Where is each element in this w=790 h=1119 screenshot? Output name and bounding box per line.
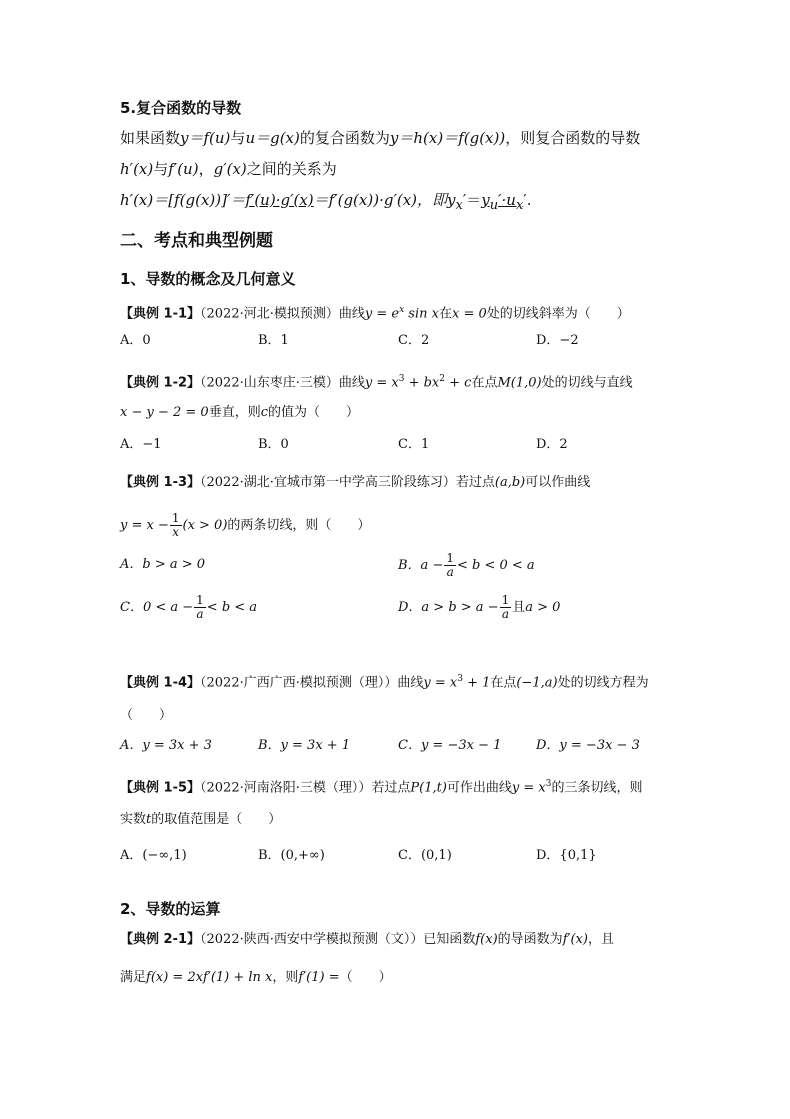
math: y = x − xyxy=(120,518,169,533)
text: 与 xyxy=(230,129,246,147)
math: y = x xyxy=(423,675,458,691)
option-text: a > 0 xyxy=(525,600,561,615)
example-2-1-stem xyxy=(120,931,614,949)
example-1-4-stem xyxy=(120,670,649,692)
intro-paragraph-line2 xyxy=(120,160,337,178)
example-1-5-stem-line2 xyxy=(120,811,281,829)
math-sup: 3 xyxy=(545,779,552,789)
fraction-numerator: 1 xyxy=(501,593,510,607)
math: g′(x) xyxy=(213,160,247,178)
text: 垂直，则 xyxy=(208,405,261,420)
example-1-3-option-d[interactable] xyxy=(398,594,560,621)
fraction-denominator: x xyxy=(172,525,180,539)
example-label: 【典例 1-1】 xyxy=(120,306,201,322)
math: f(x) xyxy=(475,932,498,947)
text: （2022·河南洛阳·三模（理））若过点 xyxy=(200,780,411,796)
text: （ ） xyxy=(339,970,392,985)
text: 处的切线与直线 xyxy=(541,375,633,391)
math: x − y − 2 = 0 xyxy=(120,405,209,420)
math: (x > 0) xyxy=(182,518,228,533)
text: 与 xyxy=(153,160,169,178)
example-1-4-option-a[interactable] xyxy=(120,737,212,755)
math-sup: 3 xyxy=(398,374,405,384)
example-1-2-option-c[interactable]: C．1 xyxy=(398,437,430,452)
math: + c xyxy=(445,375,472,391)
math: + 1 xyxy=(462,675,491,691)
text: 的三条切线，则 xyxy=(551,780,643,796)
example-label: 【典例 1-4】 xyxy=(120,675,201,691)
text: （2022·山东枣庄·三模）曲线 xyxy=(200,375,365,391)
math: y = x xyxy=(511,780,546,796)
text: ， xyxy=(198,160,214,178)
math-sup: 3 xyxy=(457,674,463,684)
text: ，则复合函数的导数 xyxy=(505,129,641,147)
fraction xyxy=(170,512,182,539)
example-1-5-option-b[interactable]: B．(0,+∞) xyxy=(258,848,325,863)
example-1-1-option-a[interactable]: A．0 xyxy=(120,333,151,348)
example-1-2-option-b[interactable]: B．0 xyxy=(258,437,289,452)
text: 在点 xyxy=(471,375,498,391)
text: 在点 xyxy=(490,675,517,691)
example-1-2-stem xyxy=(120,370,633,392)
example-1-4-option-b[interactable] xyxy=(258,737,350,755)
text: 的导函数为 xyxy=(497,932,563,947)
subsection-title-2: 2、导数的运算 xyxy=(120,900,221,918)
text: 满足 xyxy=(120,970,147,985)
option-text: C．0 < a − xyxy=(120,600,194,615)
section-title: 二、考点和典型例题 xyxy=(120,231,273,251)
text: （2022·河北·模拟预测）曲线 xyxy=(200,306,365,322)
math-sub: x xyxy=(455,198,463,213)
math: M(1,0) xyxy=(497,375,542,391)
fraction-numerator: 1 xyxy=(446,551,454,565)
subsection-title-1: 1、导数的概念及几何意义 xyxy=(120,270,296,288)
example-1-3-stem xyxy=(120,474,590,492)
text: （2022·湖北·宜城市第一中学高三阶段练习）若过点 xyxy=(200,475,495,490)
example-label: 【典例 1-3】 xyxy=(120,475,201,490)
text: 如果函数 xyxy=(120,129,181,147)
math: y＝f(u) xyxy=(180,129,231,147)
example-1-1-option-d[interactable]: D．−2 xyxy=(536,333,579,348)
math: y = x xyxy=(364,375,399,391)
example-1-5-option-c[interactable]: C．(0,1) xyxy=(398,848,452,863)
text: （2022·陕西·西安中学模拟预测（文））已知函数 xyxy=(200,932,476,947)
example-1-2-option-a[interactable]: A．−1 xyxy=(120,437,162,452)
math: + bx xyxy=(404,375,440,391)
math: c xyxy=(260,405,268,420)
fraction xyxy=(444,552,456,579)
fraction-denominator: a xyxy=(196,607,204,621)
math: y xyxy=(447,191,456,209)
example-1-3-option-c[interactable] xyxy=(120,594,257,621)
fraction-denominator: a xyxy=(501,607,509,621)
text: 可以作曲线 xyxy=(525,475,591,490)
text: 处的切线斜率为（ ） xyxy=(486,306,630,322)
math: ＝f′(g(x))·g′(x)，即 xyxy=(313,191,448,209)
intro-paragraph-line3 xyxy=(120,191,531,215)
example-1-3-stem-line2 xyxy=(120,512,370,539)
example-1-2-stem-line2 xyxy=(120,404,359,422)
math: h′(x) xyxy=(120,160,154,178)
example-1-4-option-d[interactable] xyxy=(536,737,640,755)
text: 的取值范围是（ ） xyxy=(151,812,282,827)
option-text: A．y = 3x + 3 xyxy=(120,738,212,753)
math: u＝g(x) xyxy=(245,129,300,147)
math: f′(1) = xyxy=(298,970,340,985)
math-underlined: ′·u xyxy=(498,191,516,209)
math: t xyxy=(146,812,152,827)
example-label: 【典例 1-5】 xyxy=(120,780,201,796)
text: 的复合函数为 xyxy=(299,129,390,147)
example-1-4-stem-line2: （ ） xyxy=(120,708,173,723)
text: 实数 xyxy=(120,812,147,827)
section-heading-composite: 5.复合函数的导数 xyxy=(120,99,242,117)
fraction xyxy=(194,594,206,621)
fraction-numerator: 1 xyxy=(171,511,180,525)
example-1-3-option-a[interactable] xyxy=(120,556,205,574)
math: P(1,t) xyxy=(410,780,447,796)
math: f′(x) xyxy=(562,932,588,947)
math: x = 0 xyxy=(451,306,487,322)
math: f′(u) xyxy=(168,160,199,178)
option-text: < b < 0 < a xyxy=(456,558,535,573)
math-sup: x xyxy=(399,305,405,315)
option-text: D．y = −3x − 3 xyxy=(536,738,640,753)
math: h′(x)＝[f(g(x))]′＝ xyxy=(120,191,246,209)
text: 在 xyxy=(438,306,452,322)
math: (−1,a) xyxy=(516,675,558,691)
text: 的两条切线，则（ ） xyxy=(227,518,371,533)
example-1-4-option-c[interactable] xyxy=(398,737,501,755)
example-1-1-option-c[interactable]: C．2 xyxy=(398,333,430,348)
math-sup: 2 xyxy=(439,374,445,384)
text: 处的切线方程为 xyxy=(557,675,649,691)
text: 之间的关系为 xyxy=(246,160,337,178)
example-1-5-stem xyxy=(120,775,643,797)
math: f(x) = 2xf′(1) + ln x xyxy=(146,970,273,985)
option-text: C．y = −3x − 1 xyxy=(398,738,502,753)
math: ′＝ xyxy=(462,191,482,209)
option-text: 且 xyxy=(512,600,526,615)
math-sub: u xyxy=(489,198,499,213)
example-1-5-option-a[interactable]: A．(−∞,1) xyxy=(120,848,187,863)
text: ，且 xyxy=(587,932,614,947)
text: ，则 xyxy=(272,970,299,985)
fraction-numerator: 1 xyxy=(196,593,204,607)
math: (a,b) xyxy=(494,475,526,490)
fraction-denominator: a xyxy=(446,565,454,579)
math: ′. xyxy=(523,191,532,209)
example-1-1-option-b[interactable]: B．1 xyxy=(258,333,289,348)
fraction xyxy=(500,594,512,621)
option-text: B．y = 3x + 1 xyxy=(258,738,351,753)
math-sub: x xyxy=(515,198,524,213)
math: sin x xyxy=(408,306,439,322)
math-underlined: f′(u)·g′(x) xyxy=(245,191,314,209)
math: y = e xyxy=(364,306,400,322)
example-1-5-option-d[interactable]: D．{0,1} xyxy=(536,848,597,863)
example-1-2-option-d[interactable]: D．2 xyxy=(536,437,568,452)
example-1-1-stem xyxy=(120,301,630,323)
intro-paragraph-line1 xyxy=(120,129,640,147)
text: 的值为（ ） xyxy=(268,405,360,420)
text: 可作出曲线 xyxy=(446,780,512,796)
option-text: B．a − xyxy=(398,558,444,573)
option-text: < b < a xyxy=(206,600,258,615)
example-label: 【典例 2-1】 xyxy=(120,932,201,947)
example-label: 【典例 1-2】 xyxy=(120,375,201,391)
math-underlined: y xyxy=(481,191,490,209)
math: y＝h(x)＝f(g(x)) xyxy=(389,129,506,147)
example-2-1-stem-line2 xyxy=(120,969,392,987)
option-text: A．b > a > 0 xyxy=(120,557,206,572)
text: （2022·广西广西·模拟预测（理））曲线 xyxy=(200,675,424,691)
option-text: D．a > b > a − xyxy=(398,600,499,615)
example-1-3-option-b[interactable] xyxy=(398,552,535,579)
